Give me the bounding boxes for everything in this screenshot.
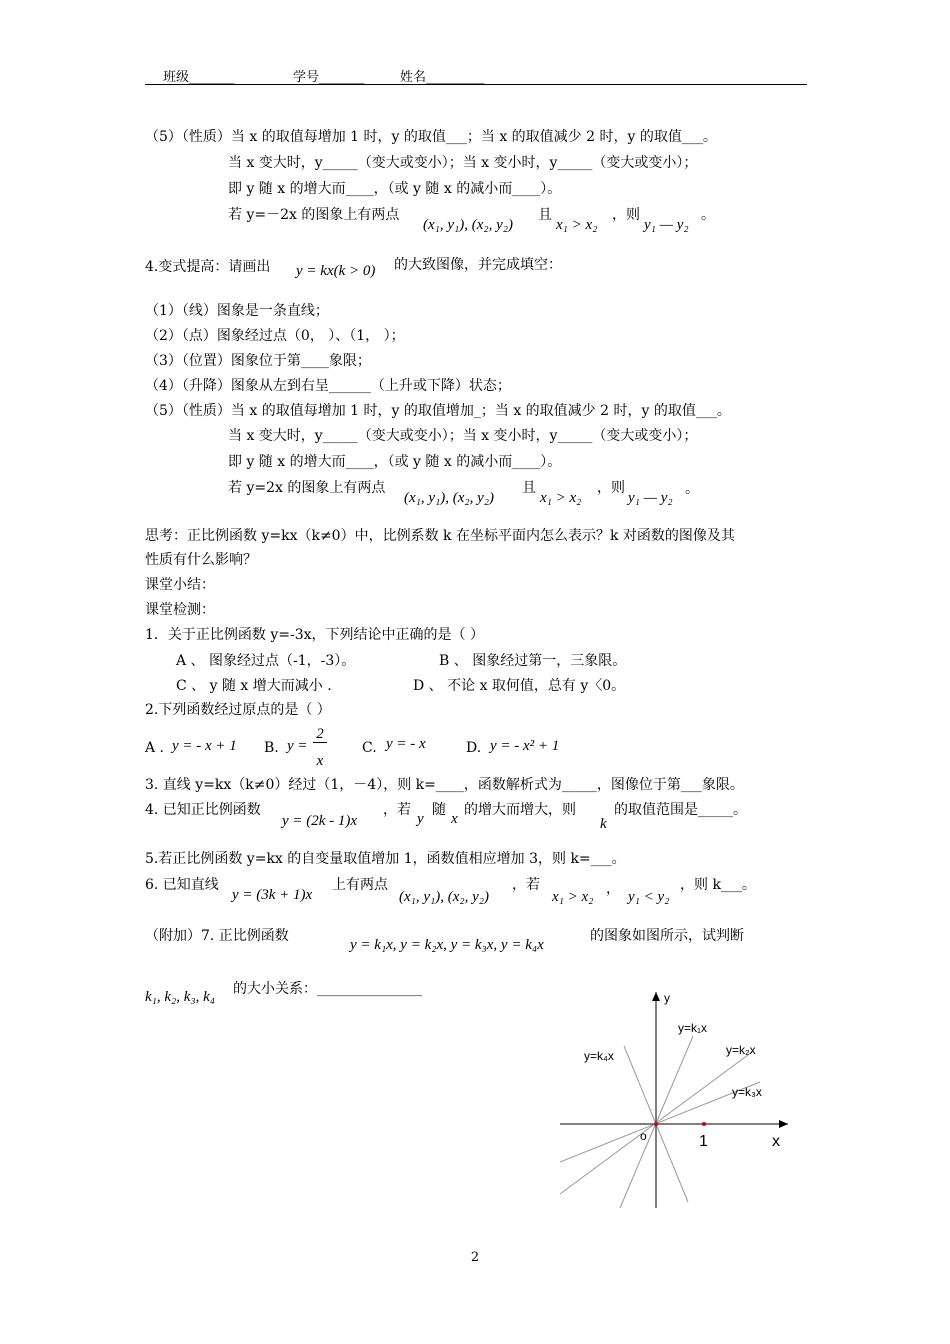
math-inequality: y₁ < y₂ <box>628 889 670 905</box>
math-points: (x₁, y₁), (x₂, y₂) <box>404 490 494 506</box>
text-fragment: 上有两点 <box>332 877 388 893</box>
q2-option-d-label: D. <box>466 740 482 756</box>
q2-option-a-label: A . <box>145 740 165 756</box>
proportional-functions-figure <box>560 990 790 1210</box>
math-points: (x₁, y₁), (x₂, y₂) <box>423 217 513 233</box>
y-axis-label: y <box>664 991 670 1005</box>
text-line: （4）（升降）图象从左到右呈______（上升或下降）状态； <box>145 378 511 394</box>
question-6: 6. 已知直线 <box>145 877 219 893</box>
math-compare: y₁ — y₂ <box>628 490 673 506</box>
text-fragment: ，若 <box>512 877 540 893</box>
origin-point <box>654 1122 658 1126</box>
name-field: 姓名_________ <box>400 70 485 85</box>
option-d: D 、 不论 x 取何值，总有 y〈0。 <box>413 678 626 694</box>
math-k-list: k₁, k₂, k₃, k₄ <box>145 989 215 1005</box>
fraction-denominator: x <box>316 753 324 769</box>
math-compare: y₁ — y₂ <box>644 217 689 233</box>
math-points: (x₁, y₁), (x₂, y₂) <box>399 889 489 905</box>
fraction-numerator: 2 <box>313 726 327 743</box>
x-axis-label: x <box>772 1133 780 1150</box>
option-b: B 、 图象经过第一，三象限。 <box>439 653 627 669</box>
text-line: 即 y 随 x 的增大而____，（或 y 随 x 的减小而____）。 <box>228 181 562 197</box>
text-line: 当 x 变大时，y_____（变大或变小）；当 x 变小时，y_____（变大或变小）； <box>228 428 698 444</box>
text-line: （5）（性质）当 x 的取值每增加 1 时，y 的取值增加_；当 x 的取值减少 2 时，y 的取值___。 <box>145 403 731 419</box>
question-7: （附加）7. 正比例函数 <box>145 928 289 944</box>
math-function: y = (3k + 1)x <box>232 887 313 903</box>
math-var: x <box>451 811 458 827</box>
label-k3: y=k₃x <box>732 1085 762 1099</box>
math-inequality: x₁ > x₂ <box>540 490 582 506</box>
math-inequality: x₁ > x₂ <box>556 217 598 233</box>
text-line: （2）（点）图象经过点（0， ）、（1， ）； <box>145 328 405 344</box>
origin-label: o <box>640 1129 647 1143</box>
text-line: （1）（线）图象是一条直线； <box>145 303 329 319</box>
text-fragment: ，则 <box>612 207 640 223</box>
text-fragment: 。 <box>701 207 715 223</box>
y-axis-arrow-icon <box>652 992 660 1001</box>
question-4: 4. 已知正比例函数 <box>145 802 261 818</box>
text-fragment: 的大致图像，并完成填空： <box>394 257 562 273</box>
question-1: 1．关于正比例函数 y=-3x，下列结论中正确的是（ ） <box>145 627 484 643</box>
graph <box>560 990 790 1210</box>
tick-one-label: 1 <box>699 1133 708 1150</box>
text-fragment: 的图象如图所示，试判断 <box>590 928 744 944</box>
unit-point <box>702 1122 706 1126</box>
think-question-cont: 性质有什么影响？ <box>145 552 257 568</box>
test-heading: 课堂检测： <box>145 602 215 618</box>
text-fragment: 且 <box>538 207 552 223</box>
q2-option-a-math: y = - x + 1 <box>172 738 237 754</box>
label-k2: y=k₂x <box>726 1043 756 1057</box>
text-line: 若 y=－2x 的图象上有两点 <box>228 207 400 223</box>
text-fragment: ，则 <box>597 480 625 496</box>
q2-option-c-math: y = - x <box>386 736 426 752</box>
text-fragment: 的取值范围是_____。 <box>614 802 747 818</box>
q2-option-d-math: y = - x² + 1 <box>490 738 560 754</box>
text-line: 即 y 随 x 的增大而____，（或 y 随 x 的减小而____）。 <box>228 454 562 470</box>
text-fragment: 随 <box>432 802 446 818</box>
section-4-title: 4.变式提高：请画出 <box>145 259 271 275</box>
option-c: C 、 y 随 x 增大而减小 . <box>176 678 332 694</box>
math-var: y <box>417 811 424 827</box>
text-fragment: 的增大而增大，则 <box>464 802 576 818</box>
math-inequality: x₁ > x₂ <box>552 889 594 905</box>
q2-option-c-label: C. <box>362 740 377 756</box>
text-line: 若 y=2x 的图象上有两点 <box>228 480 386 496</box>
math-function: y = kx(k > 0) <box>296 263 376 279</box>
q2-option-b-label: B. <box>264 740 279 756</box>
math-function: y = (2k - 1)x <box>282 813 358 829</box>
think-question: 思考：正比例函数 y=kx（k≠0）中，比例系数 k 在坐标平面内怎么表示？k 对函数的图像及其 <box>145 528 735 544</box>
text-fragment: ，若 <box>383 802 411 818</box>
math-functions: y = k₁x, y = k₂x, y = k₃x, y = k₄x <box>350 937 544 953</box>
line-k3 <box>560 1082 760 1162</box>
text-line: （3）（位置）图象位于第____象限； <box>145 353 371 369</box>
student-id-field: 学号_______ <box>293 70 365 85</box>
class-field: 班级_______ <box>163 70 235 85</box>
label-k4: y=k₄x <box>584 1049 614 1063</box>
label-k1: y=k₁x <box>678 1021 708 1035</box>
header-bar <box>145 66 807 85</box>
text-fragment: ，则 k___。 <box>680 877 756 893</box>
q5-property-line: （5）（性质）当 x 的取值每增加 1 时，y 的取值___；当 x 的取值减少 2 时，y 的取值___。 <box>145 129 717 145</box>
summary-heading: 课堂小结： <box>145 577 215 593</box>
page-number: 2 <box>470 1250 480 1265</box>
question-5: 5.若正比例函数 y=kx 的自变量取值增加 1，函数值相应增加 3，则 k=___。 <box>145 851 626 867</box>
math-var: k <box>600 816 607 832</box>
q2-option-b-math: y = <box>287 738 308 754</box>
text-fragment: 。 <box>685 481 699 497</box>
x-axis-arrow-icon <box>779 1120 788 1128</box>
text-fragment: 且 <box>522 480 536 496</box>
option-a: A 、 图象经过点（-1，-3）。 <box>176 653 356 669</box>
question-3: 3. 直线 y=kx（k≠0）经过（1，－4），则 k=____，函数解析式为_____，图像位于第___象限。 <box>145 777 744 793</box>
text-fragment: ， <box>606 881 620 897</box>
question-2: 2.下列函数经过原点的是（ ） <box>145 702 331 718</box>
text-fragment: 的大小关系：_______________ <box>233 981 422 997</box>
text-line: 当 x 变大时，y_____（变大或变小）；当 x 变小时，y_____（变大或变小）； <box>228 155 698 171</box>
